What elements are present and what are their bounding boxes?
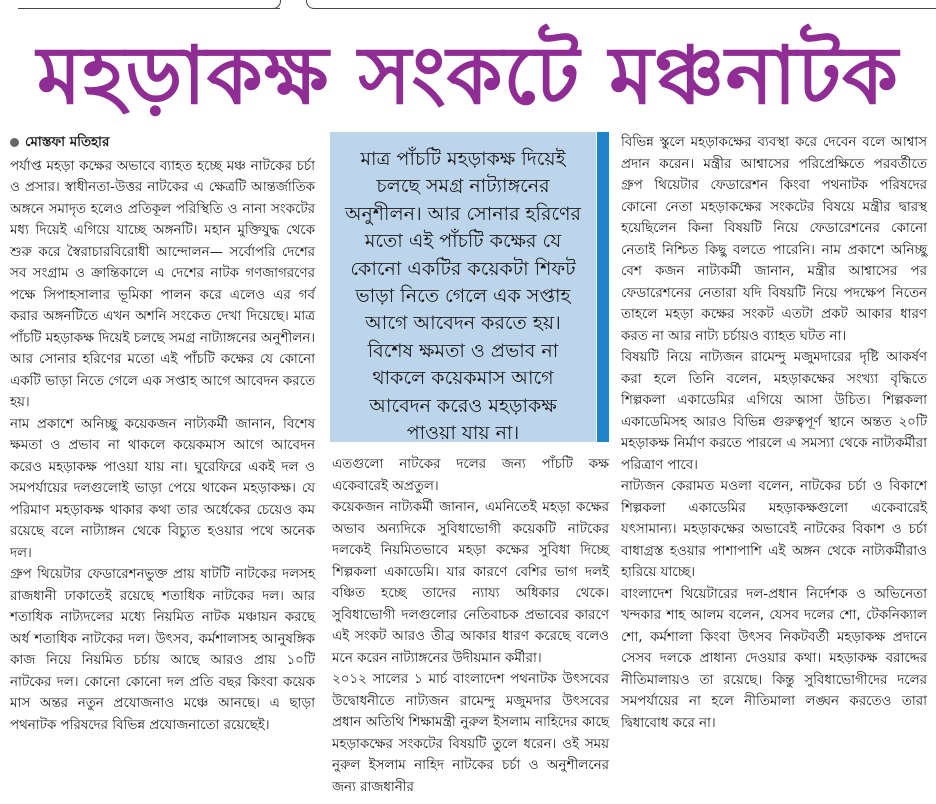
- article-column-2: [332, 454, 609, 798]
- paragraph: নাম প্রকাশে অনিচ্ছু কয়েকজন নাট্যকর্মী জানান, বিশেষ ক্ষমতা ও প্রভাব না থাকলে কয়েকমাস আগে আবেদন করেও মহড়াকক্ষ পাওয়া যায় না। ঘুরেফিরে একই দল ও সমপর্যায়ের দলগুলোই ভাড়া পেয়ে থাকেন মহড়াকক্ষ। যে পরিমাণ মহড়াকক্ষ থাকার কথা তার অর্ধেকের চেয়েও কম রয়েছে বলে নাট্যাঙ্গন থেকে বিচ্যুত হওয়ার পথে অনেক দল।: [10, 416, 315, 561]
- paragraph: নাট্যজন কেরামত মওলা বলেন, নাটকের চর্চা ও বিকাশে শিল্পকলা একাডেমির মহড়াকক্ষগুলো একেবারেই যৎসামান্য। মহড়াকক্ষের অভাবেই নাটকের বিকাশ ও চর্চা বাধাগ্রস্ত হওয়ার পাশাপাশি এই অঙ্গন থেকে নাট্যকর্মীরাও হারিয়ে যাচ্ছে।: [621, 479, 927, 580]
- bullet-icon: [10, 138, 19, 147]
- byline: [10, 132, 315, 154]
- top-border-left-line: [18, 8, 280, 9]
- paragraph: বিভিন্ন স্কুলে মহড়াকক্ষের ব্যবস্থা করে দেবেন বলে আশ্বাস প্রদান করেন। মন্ত্রীর আশ্বাসের পরিপ্রেক্ষিতে পরবর্তীতে গ্রুপ থিয়েটার ফেডারেশন কিংবা পথনাটক পরিষদের কোনো নেতা মহড়াকক্ষের সংকটের বিষয়ে মন্ত্রীর দ্বারস্থ হয়েছিলেন কিনা বিষয়টি নিয়ে ফেডারেশনের কোনো নেতাই নিশ্চিত কিছু বলতে পারেনি। নাম প্রকাশে অনিচ্ছু বেশ কজন নাট্যকর্মী জানান, মন্ত্রীর আশ্বাসের পর ফেডারেশনের নেতারা যদি বিষয়টি নিয়ে পদক্ষেপ নিতেন তাহলে মহড়া কক্ষের সংকট এতটা প্রকট আকার ধারণ করত না আর নাট্য চর্চায়ও ব্যাহত ঘটত না।: [621, 135, 927, 344]
- paragraph: কয়েকজন নাট্যকর্মী জানান, এমনিতেই মহড়া কক্ষের অভাব অন্যদিকে সুবিধাভোগী কয়েকটি নাটকের দলকেই নিয়মিতভাবে মহড়া কক্ষের সুবিধা দিচ্ছে শিল্পকলা একাডেমি। যার কারণে বেশির ভাগ দলই বঞ্চিত হচ্ছে তাদের ন্যায্য অধিকার থেকে। সুবিধাভোগী দলগুলোর নেতিবাচক প্রভাবের কারণে এই সংকট আরও তীব্র আকার ধারণ করেছে বলেও মনে করেন নাট্যাঙ্গনের উদীয়মান কর্মীরা।: [332, 500, 609, 666]
- paragraph: গ্রুপ থিয়েটার ফেডারেশনভুক্ত প্রায় ষাটটি নাটকের দলসহ রাজধানী ঢাকাতেই রয়েছে শতাধিক নাটকের দল। আর শতাধিক নাট্যদলের মধ্যে নিয়মিত নাটক মঞ্চায়ন করছে অর্ধ শতাধিক নাটকের দল। উৎসব, কর্মশালাসহ আনুষঙ্গিক কাজ নিয়ে নিয়মিত চর্চায় আছে আরও প্রায় ১০টি নাটকের দল। কোনো কোনো দল প্রতি বছর কিংবা কয়েক মাস অন্তর নতুন প্রযোজনাও মঞ্চে আনছে। এ ছাড়া পথনাটক পরিষদের বিভিন্ন প্রযোজনাতো রয়েছেই।: [10, 567, 315, 733]
- paragraph: ২০১২ সালের ১ মার্চ বাংলাদেশ পথনাটক উৎসবের উদ্বোধনীতে নাট্যজন রামেন্দু মজুমদার উৎসবের প্রধান অতিথি শিক্ষামন্ত্রী নুরুল ইসলাম নাহিদের কাছে মহড়াকক্ষের সংকটের বিষয়টি তুলে ধরেন। ওই সময় নুরুল ইসলাম নাহিদ নাটকের চর্চা ও অনুশীলনের জন্য রাজধানীর: [332, 672, 609, 795]
- paragraph: বিষয়টি নিয়ে নাট্যজন রামেন্দু মজুমদারের দৃষ্টি আকর্ষণ করা হলে তিনি বলেন, মহড়াকক্ষের সংখ্যা বৃদ্ধিতে শিল্পকলা একাডেমির এগিয়ে আসা উচিত। শিল্পকলা একাডেমিসহ আরও বিভিন্ন গুরুত্বপূর্ণ স্থানে অন্তত ২০টি মহড়াকক্ষ নির্মাণ করতে পারলে এ সমস্যা থেকে নাট্যকর্মীরা পরিত্রাণ পাবে।: [621, 350, 927, 473]
- headline: মহড়াকক্ষ সংকটে মঞ্চনাটক: [36, 29, 900, 122]
- top-border-right-line: [326, 8, 936, 9]
- paragraph: এতগুলো নাটকের দলের জন্য পাঁচটি কক্ষ একেবারেই অপ্রতুল।: [332, 457, 609, 494]
- top-border-right-corner: [306, 0, 327, 9]
- pull-quote-box: [330, 132, 596, 445]
- article-column-3: [621, 132, 927, 734]
- paragraph: বাংলাদেশ থিয়েটারের দল-প্রধান নির্দেশক ও অভিনেতা খন্দকার শাহ আলম বলেন, যেসব দলের শো, টেকনিক্যাল শো, কর্মশালা কিংবা উৎসব নিকটবর্তী মহড়াকক্ষ প্রদানে সেসব দলকে প্রাধান্য দেওয়ার কথা। মহড়াকক্ষ বরাদ্দের নীতিমালায়ও তা রয়েছে। কিন্তু সুবিধাভোগীদের দলের সমপর্যায়ের না হলে নীতিমালা লঙ্ঘন করতেও তারা দ্বিধাবোধ করে না।: [621, 586, 927, 731]
- top-border: [0, 0, 936, 20]
- pull-quote-text: মাত্র পাঁচটি মহড়াকক্ষ দিয়েই চলছে সমগ্র নাট্যাঙ্গনের অনুশীলন। আর সোনার হরিণের মতো এই পাঁচটি কক্ষের যে কোনো একটির কয়েকটা শিফট ভাড়া নিতে গেলে এক সপ্তাহ আগে আবেদন করতে হয়। বিশেষ ক্ষমতা ও প্রভাব না থাকলে কয়েকমাস আগে আবেদন করেও মহড়াকক্ষ পাওয়া যায় না।: [344, 148, 581, 445]
- pull-quote-accent-bar: [597, 132, 609, 442]
- byline-author: মোস্তফা মতিহার: [25, 135, 110, 150]
- paragraph: পর্যাপ্ত মহড়া কক্ষের অভাবে ব্যাহত হচ্ছে মঞ্চ নাটকের চর্চা ও প্রসার। স্বাধীনতা-উত্তর নাটকের এ ক্ষেত্রটি আন্তর্জাতিক অঙ্গনে সমাদৃত হলেও প্রতিকূল পরিস্থিতি ও নানা সংকটের মধ্য দিয়েই এগিয়ে যাচ্ছে অঙ্গনটি। মহান মুক্তিযুদ্ধ থেকে শুরু করে স্বৈরাচারবিরোধী আন্দোলন— সর্বোপরি দেশের সব সংগ্রাম ও ক্রান্তিকালে এ দেশের নাটক গণজাগরণের পক্ষে সিপাহসালার ভূমিকা পালন করে এলেও এর গর্ব করার অঙ্গনটিতে এখন অশনি সংকেত দেখা দিয়েছে। মাত্র পাঁচটি মহড়াকক্ষ দিয়েই চলছে সমগ্র নাট্যাঙ্গনের অনুশীলন। আর সোনার হরিণের মতো এই পাঁচটি কক্ষের যে কোনো একটি ভাড়া নিতে গেলে এক সপ্তাহ আগে আবেদন করতে হয়।: [10, 158, 315, 410]
- article-column-1: [10, 132, 315, 736]
